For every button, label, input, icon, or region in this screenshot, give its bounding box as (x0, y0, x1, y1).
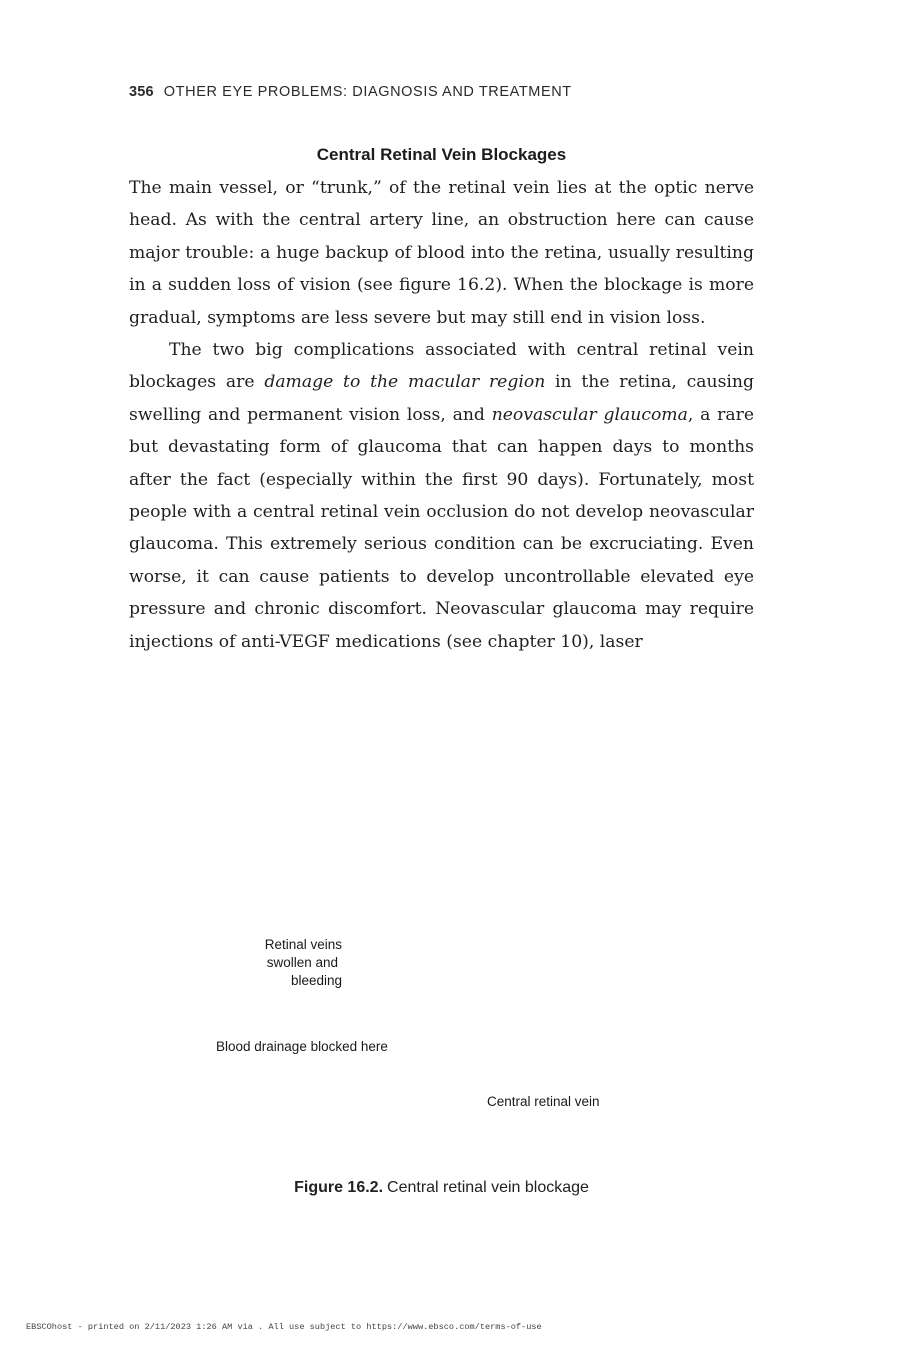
body-text (129, 172, 754, 658)
paragraph-2-text-a: The two big complications associated with central retinal vein blockages are (129, 340, 754, 393)
figure-label-line: bleeding (290, 973, 342, 988)
figure-caption (129, 1179, 754, 1197)
figure-label-line: Retinal veins (264, 937, 342, 952)
figure-caption-number: Figure 16.2. (294, 1179, 384, 1196)
paragraph-2-text-b: in the retina, causing swelling and permanent vision loss, and (129, 372, 754, 425)
print-footer: EBSCOhost - printed on 2/11/2023 1:26 AM via . All use subject to https://www.ebsco.com/terms-of-use (26, 1322, 542, 1332)
paragraph-2 (129, 334, 754, 658)
page-number: 356 (129, 84, 154, 100)
figure-label-drainage: Blood drainage blocked here (216, 1039, 388, 1054)
paragraph-1: The main vessel, or “trunk,” of the retinal vein lies at the optic nerve head. As with the central artery line, an obstruction here can cause major trouble: a huge backup of blood into the retina, usually resulting in a sudden loss of vision (see figure 16.2). When the blockage is more gradual, symptoms are less severe but may still end in vision loss. (129, 178, 754, 328)
figure-label-central-vein: Central retinal vein (487, 1094, 600, 1109)
figure-caption-text: Central retinal vein blockage (387, 1179, 589, 1196)
running-head-title: OTHER EYE PROBLEMS: DIAGNOSIS AND TREATMENT (163, 84, 572, 100)
paragraph-2-emphasis-macular: damage to the macular region (264, 372, 546, 393)
running-head (129, 84, 572, 100)
paragraph-2-emphasis-glaucoma: neovascular glaucoma (491, 404, 688, 425)
figure-label-line: swollen and (266, 955, 338, 970)
paragraph-2-text-c: , a rare but devastating form of glaucoma that can happen days to months after the fact (especially within the first 90 days). Fortunately, most people with a central retinal vein occlusion do not develop neovascular glaucoma. This extremely serious condition can be excruciating. Even worse, it can cause patients to develop uncontrollable elevated eye pressure and chronic discomfort. Neovascular glaucoma may require injections of anti-VEGF medications (see chapter 10), laser (129, 404, 754, 652)
section-heading: Central Retinal Vein Blockages (316, 145, 567, 164)
figure-label-retinal-veins (236, 936, 346, 990)
